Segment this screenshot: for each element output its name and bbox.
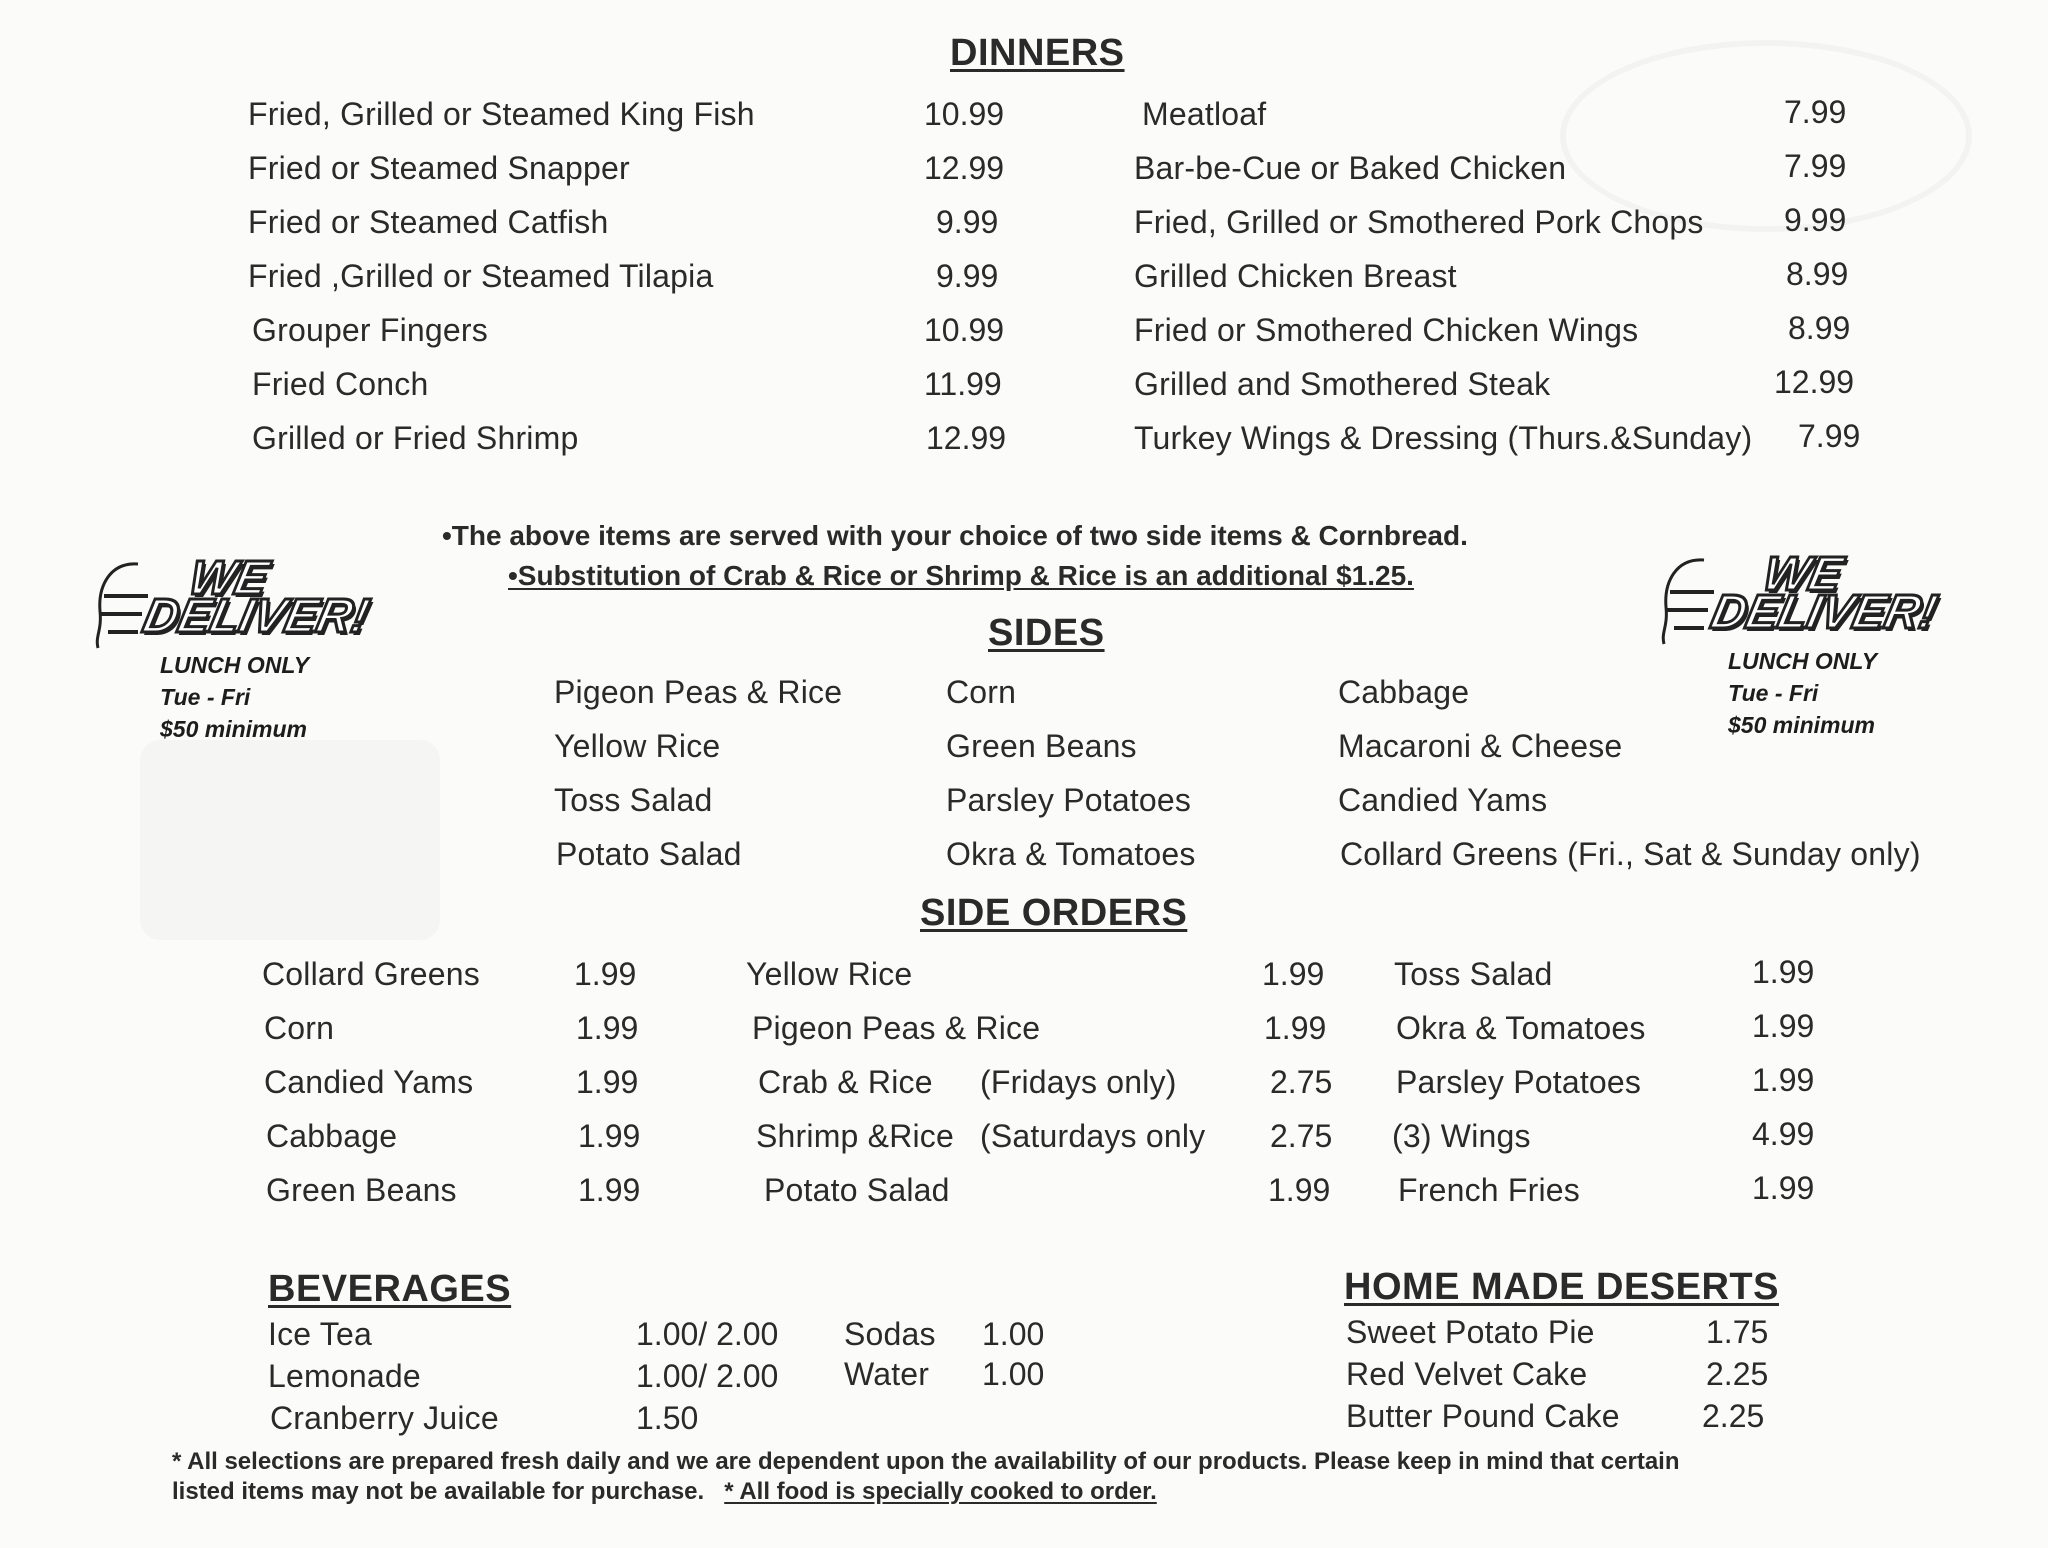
side-order-name: Pigeon Peas & Rice: [752, 1010, 1041, 1046]
dinner-item-price: 7.99: [1798, 418, 1861, 454]
side-order-price: 1.99: [578, 1118, 641, 1154]
dinner-item-name: Grouper Fingers: [252, 312, 488, 348]
dinner-item-price: 10.99: [924, 96, 1005, 132]
dinner-item-name: Grilled or Fried Shrimp: [252, 420, 579, 456]
side-item: Okra & Tomatoes: [946, 836, 1196, 872]
desert-name: Red Velvet Cake: [1346, 1356, 1588, 1392]
dinner-item-price: 9.99: [936, 258, 999, 294]
we-text: WE: [1758, 548, 1848, 601]
days-label: Tue - Fri: [1728, 680, 1819, 706]
footer-cooked-to-order-text: * All food is specially cooked to order.: [724, 1478, 1157, 1505]
side-order-price: 1.99: [1752, 1008, 1815, 1044]
deliver-text: DELIVER!: [1706, 586, 1942, 639]
side-order-price: 1.99: [1752, 1170, 1815, 1206]
dinner-item-price: 8.99: [1786, 256, 1849, 292]
dinner-item-name: Fried, Grilled or Smothered Pork Chops: [1134, 204, 1704, 240]
deliver-title: [1706, 586, 1942, 639]
deserts-heading: HOME MADE DESERTS: [1344, 1266, 1779, 1308]
footer-availability-text: listed items may not be available for purchase.: [172, 1478, 705, 1505]
beverage-price: 1.50: [636, 1400, 699, 1436]
side-item: Parsley Potatoes: [946, 782, 1192, 818]
we-deliver-badge-right: [1656, 548, 1956, 752]
side-order-name: Toss Salad: [1394, 956, 1553, 992]
side-order-name: Collard Greens: [262, 956, 481, 992]
beverage-name: Ice Tea: [268, 1316, 372, 1352]
beverage-name: Cranberry Juice: [270, 1400, 499, 1436]
side-order-price: 1.99: [576, 1064, 639, 1100]
side-item: Cabbage: [1338, 674, 1470, 710]
dinner-item-name: Meatloaf: [1142, 96, 1267, 132]
beverage-name: Water: [844, 1356, 930, 1392]
side-order-price: 1.99: [1268, 1172, 1331, 1208]
dinner-item-price: 12.99: [1774, 364, 1855, 400]
side-order-price: 1.99: [574, 956, 637, 992]
substitution-text: •Substitution of Crab & Rice or Shrimp & Rice is an additional $1.25.: [508, 560, 1414, 591]
days-label: Tue - Fri: [160, 684, 251, 710]
side-item: Toss Salad: [554, 782, 713, 818]
dinner-item-name: Turkey Wings & Dressing (Thurs.&Sunday): [1134, 420, 1753, 456]
we-text: WE: [184, 552, 274, 605]
dinner-item-name: Fried or Smothered Chicken Wings: [1134, 312, 1639, 348]
dinner-item-name: Fried or Steamed Catfish: [248, 204, 609, 240]
dinners-heading: DINNERS: [950, 32, 1125, 74]
deliver-title: [138, 590, 374, 643]
side-order-name: Potato Salad: [764, 1172, 950, 1208]
dinner-item-name: Fried ,Grilled or Steamed Tilapia: [248, 258, 714, 294]
dinner-item-price: 8.99: [1788, 310, 1851, 346]
dinner-item-price: 9.99: [936, 204, 999, 240]
dinner-item-price: 11.99: [924, 366, 1002, 402]
side-order-price: 1.99: [1752, 954, 1815, 990]
dinner-item-name: Grilled and Smothered Steak: [1134, 366, 1551, 402]
side-order-name: Crab & Rice: [758, 1064, 933, 1100]
sides-heading: SIDES: [988, 612, 1105, 654]
side-order-price: 1.99: [1262, 956, 1325, 992]
show-through-mark: [140, 740, 440, 940]
side-order-name: Corn: [264, 1010, 335, 1046]
beverage-name: Lemonade: [268, 1358, 421, 1394]
beverage-price: 1.00/ 2.00: [636, 1358, 779, 1394]
side-order-price: 2.75: [1270, 1064, 1333, 1100]
dinner-item-name: Grilled Chicken Breast: [1134, 258, 1457, 294]
side-order-price: 4.99: [1752, 1116, 1815, 1152]
dinners-sides-note: •The above items are served with your choice of two side items & Cornbread.: [442, 520, 1468, 551]
dinner-item-price: 9.99: [1784, 202, 1847, 238]
side-item: Green Beans: [946, 728, 1137, 764]
dinner-item-price: 10.99: [924, 312, 1005, 348]
footer-line-1: * All selections are prepared fresh daily and we are dependent upon the availability of our products. Please keep in mind that certain: [172, 1448, 1680, 1475]
side-order-name: Parsley Potatoes: [1396, 1064, 1642, 1100]
side-item: Corn: [946, 674, 1017, 710]
desert-name: Butter Pound Cake: [1346, 1398, 1620, 1434]
side-order-price: 1.99: [1752, 1062, 1815, 1098]
desert-price: 2.25: [1702, 1398, 1765, 1434]
deliver-text: DELIVER!: [138, 590, 374, 643]
dinner-item-name: Fried, Grilled or Steamed King Fish: [248, 96, 755, 132]
dinner-item-price: 12.99: [926, 420, 1007, 456]
beverage-name: Sodas: [844, 1316, 936, 1352]
dinner-item-name: Fried Conch: [252, 366, 429, 402]
lunch-only-label: LUNCH ONLY: [160, 652, 310, 678]
side-item: Macaroni & Cheese: [1338, 728, 1623, 764]
side-order-name: French Fries: [1398, 1172, 1580, 1208]
side-order-name: Okra & Tomatoes: [1396, 1010, 1646, 1046]
side-order-name: Yellow Rice: [746, 956, 913, 992]
side-order-price: 1.99: [578, 1172, 641, 1208]
side-order-note: (Fridays only): [980, 1064, 1177, 1100]
desert-price: 2.25: [1706, 1356, 1769, 1392]
we-deliver-badge-left: [90, 552, 390, 756]
dinner-item-price: 7.99: [1784, 94, 1847, 130]
dinner-item-name: Fried or Steamed Snapper: [248, 150, 630, 186]
side-orders-heading: SIDE ORDERS: [920, 892, 1188, 934]
side-order-name: (3) Wings: [1392, 1118, 1531, 1154]
side-item: Pigeon Peas & Rice: [554, 674, 843, 710]
side-order-name: Green Beans: [266, 1172, 457, 1208]
side-order-price: 1.99: [1264, 1010, 1327, 1046]
side-item: Collard Greens (Fri., Sat & Sunday only): [1340, 836, 1921, 872]
side-order-name: Cabbage: [266, 1118, 398, 1154]
minimum-label: $50 minimum: [160, 716, 307, 742]
beverage-price: 1.00: [982, 1316, 1045, 1352]
side-item: Candied Yams: [1338, 782, 1548, 818]
side-order-name: Candied Yams: [264, 1064, 474, 1100]
desert-name: Sweet Potato Pie: [1346, 1314, 1595, 1350]
minimum-label: $50 minimum: [1728, 712, 1875, 738]
desert-price: 1.75: [1706, 1314, 1769, 1350]
dinner-item-name: Bar-be-Cue or Baked Chicken: [1134, 150, 1567, 186]
side-order-name: Shrimp &Rice: [756, 1118, 955, 1154]
beverage-price: 1.00: [982, 1356, 1045, 1392]
side-order-price: 2.75: [1270, 1118, 1333, 1154]
lunch-only-label: LUNCH ONLY: [1728, 648, 1878, 674]
beverage-price: 1.00/ 2.00: [636, 1316, 779, 1352]
footer-line-2: [172, 1478, 1157, 1506]
side-order-note: (Saturdays only: [980, 1118, 1206, 1154]
side-item: Yellow Rice: [554, 728, 721, 764]
dinner-item-price: 12.99: [924, 150, 1005, 186]
beverages-heading: BEVERAGES: [268, 1268, 512, 1310]
dinners-substitution-note: [508, 560, 1414, 592]
dinner-item-price: 7.99: [1784, 148, 1847, 184]
side-item: Potato Salad: [556, 836, 742, 872]
side-order-price: 1.99: [576, 1010, 639, 1046]
